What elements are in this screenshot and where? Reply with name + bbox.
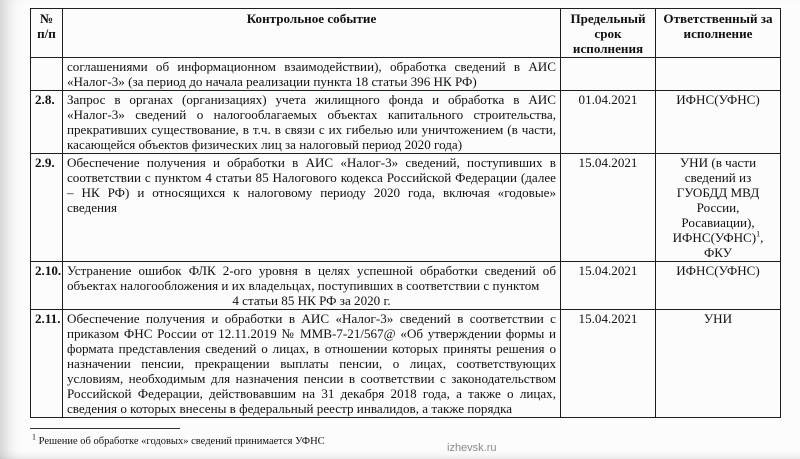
header-responsible: Ответственный за исполнение — [656, 9, 781, 58]
event-tail: 4 статьи 85 НК РФ за 2020 г. — [232, 293, 391, 308]
row-responsible: ИФНС(УФНС) — [656, 91, 781, 154]
responsible-line: сведений из — [684, 170, 752, 185]
row-event: Устранение ошибок ФЛК 2-ого уровня в целях успешной обработки сведений об объектах налогообложения и их владельцах, поступивших в соответствии с пунктом 4 статьи 85 НК РФ за 2020 г. — [63, 262, 561, 310]
table-row — [31, 58, 781, 91]
control-events-table — [30, 8, 781, 418]
row-deadline: 15.04.2021 — [561, 310, 656, 418]
row-event: Обеспечение получения и обработки в АИС «Налог-3» сведений, поступивших в соответствии с пунктом 4 статьи 85 Налогового кодекса Российской Федерации (далее – НК РФ) и относящихся к налоговому периоду 2020 года, включая «годовые» сведения — [63, 154, 561, 262]
row-event: соглашениями об информационном взаимодействии), обработка сведений в АИС «Налог-3» (за период до начала реализации пункта 18 статьи 396 НК РФ) — [63, 58, 561, 91]
row-deadline — [561, 58, 656, 91]
row-responsible: УНИ — [656, 310, 781, 418]
responsible-line: Росавиации), — [681, 215, 755, 230]
table-row — [31, 91, 781, 154]
responsible-line: России, — [696, 200, 740, 215]
table-row — [31, 262, 781, 310]
header-event: Контрольное событие — [63, 9, 561, 58]
responsible-line: ГУОБДД МВД — [676, 185, 760, 200]
row-deadline: 15.04.2021 — [561, 154, 656, 262]
table-row — [31, 310, 781, 418]
responsible-line: ФКУ — [703, 245, 733, 260]
row-responsible — [656, 154, 781, 262]
row-responsible: ИФНС(УФНС) — [656, 262, 781, 310]
header-row — [31, 9, 781, 58]
row-event: Обеспечение получения и обработки в АИС «Налог-3» сведений в соответствии с приказом ФНС России от 12.11.2019 № ММВ-7-21/567@ «Об утверждении формы и формата представления сведений о лицах, в отношении которых приняты решения о назначении пенсии, прекращении выплаты пенсии, о лицах, соответствующих условиям, необходимым для назначения пенсии в соответствии с законодательством Российской Федерации, действовавшим на 31 декабря 2018 года, а также о лицах, сведения о которых внесены в федеральный реестр инвалидов, а также порядка — [63, 310, 561, 418]
row-number: 2.10. — [31, 262, 63, 310]
footnote-divider — [30, 428, 180, 429]
row-number: 2.9. — [31, 154, 63, 262]
footnote-mark: 1 — [32, 432, 36, 442]
row-responsible — [656, 58, 781, 91]
row-number: 2.11. — [31, 310, 63, 418]
responsible-line: ИФНС(УФНС)$^1$, — [672, 229, 764, 245]
table-row — [31, 154, 781, 262]
footnote — [32, 432, 325, 448]
watermark: izhevsk.ru — [447, 442, 497, 454]
row-event: Запрос в органах (организациях) учета жилищного фонда и обработка в АИС «Налог-3» сведений о налогооблагаемых объектах капитального строительства, прекративших существование, в т.ч. в связи с их гибелью или уничтожением (в части, касающейся объектов физических лиц за налоговый период 2020 года) — [63, 91, 561, 154]
row-deadline: 01.04.2021 — [561, 91, 656, 154]
row-number: 2.8. — [31, 91, 63, 154]
footnote-reference[interactable]: 1 — [756, 229, 761, 239]
row-deadline: 15.04.2021 — [561, 262, 656, 310]
header-number: № п/п — [31, 9, 63, 58]
header-deadline: Предельный срок исполнения — [561, 9, 656, 58]
responsible-line: УНИ (в части — [679, 155, 757, 170]
footnote-text: Решение об обработке «годовых» сведений принимается УФНС — [38, 436, 325, 447]
row-number — [31, 58, 63, 91]
